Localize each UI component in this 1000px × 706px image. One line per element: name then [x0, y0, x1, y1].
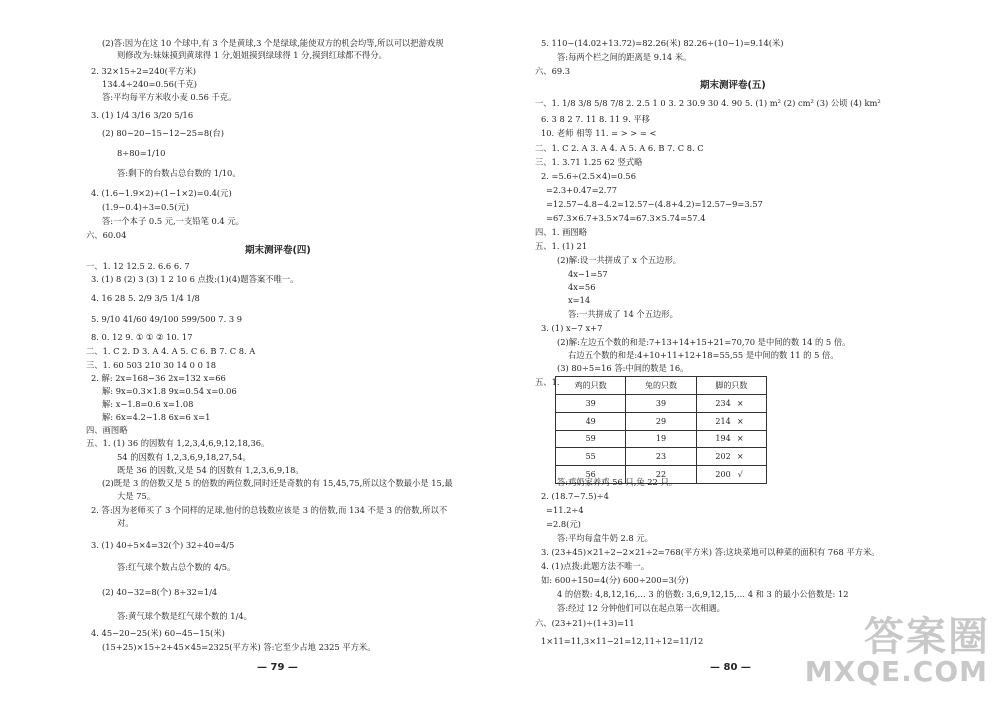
check-mark: ×: [736, 398, 744, 408]
table-row: [556, 448, 767, 466]
text-line: 解: 6x=4.2−1.8 6x=6 x=1: [102, 412, 211, 422]
table-cell: 39: [556, 395, 626, 413]
text-line: 5. 9/10 41/60 49/100 599/500 7. 3 9: [91, 314, 243, 324]
cell-value: 202: [715, 452, 731, 462]
text-line: 3. (1) 1/4 3/16 3/20 5/16: [91, 110, 194, 120]
text-line: 既是 36 的因数,又是 54 的因数有 1,2,3,6,9,18。: [117, 465, 304, 475]
text-line: 54 的因数有 1,2,3,6,9,18,27,54。: [117, 452, 251, 462]
text-line: 三、1. 3.71 1.25 62 竖式略: [535, 157, 643, 167]
table-cell: [696, 430, 766, 448]
text-line: 答:平均每盒牛奶 2.8 元。: [557, 533, 653, 543]
table-cell: [696, 412, 766, 430]
text-line: 一、1. 12 12.5 2. 6.6 6. 7: [86, 261, 190, 271]
text-line: 2. =5.6÷(2.5×4)=0.56: [541, 171, 636, 181]
column-header: 鸡的只数: [556, 377, 626, 395]
check-mark: √: [737, 470, 743, 480]
text-line: =2.3+0.47=2.77: [546, 185, 617, 195]
cell-value: 200: [715, 470, 731, 480]
text-line: =2.8(元): [546, 519, 581, 529]
text-line: 六、(23+21)÷(1+3)=11: [535, 618, 635, 628]
text-line: 答:经过 12 分钟他们可以在起点第一次相遇。: [557, 603, 725, 613]
text-line: x=14: [568, 295, 591, 305]
text-line: (15+25)×15÷2+45×45=2325(平方米) 答:它至少占地 2325 平方米。: [102, 642, 376, 652]
column-header: 脚的只数: [696, 377, 766, 395]
table-row: [556, 430, 767, 448]
text-line: 5. 110−(14.02+13.72)=82.26(米) 82.26÷(10−1)=9.14(米): [541, 38, 784, 48]
text-line: 答:一个本子 0.5 元,一支铅笔 0.4 元。: [102, 216, 244, 226]
text-line: 五、1. (1) 36 的因数有 1,2,3,4,6,9,12,18,36。: [86, 438, 270, 448]
text-line: =67.3×6.7+3.5×74=67.3×5.74=57.4: [546, 213, 706, 223]
text-line: 答:一共拼成了 14 个五边形。: [568, 309, 678, 319]
table-header-row: [556, 377, 767, 395]
text-line: 4. 16 28 5. 2/9 3/5 1/4 1/8: [91, 293, 200, 303]
text-line: 2. 32×15÷2=240(平方米): [91, 66, 197, 76]
text-line: 二、1. C 2. D 3. A 4. A 5. C 6. B 7. C 8. A: [86, 346, 256, 356]
text-line: 2. (18.7−7.5)÷4: [541, 491, 609, 501]
text-line: (2)既是 3 的倍数又是 5 的倍数的两位数,同时还是奇数的有 15,45,75,所以这个数最小是 15,最: [102, 478, 453, 488]
text-line: 答:剩下的台数占总台数的 1/10。: [117, 168, 241, 178]
text-line: 10. 老师 相等 11. = > > = <: [541, 128, 657, 138]
table-cell: 22: [626, 466, 696, 484]
text-line: (2) 40−32=8(个) 8÷32=1/4: [102, 587, 218, 597]
table-cell: 29: [626, 412, 696, 430]
text-line: 解: 9x=0.3×1.8 9x=0.54 x=0.06: [102, 386, 237, 396]
cell-value: 194: [715, 434, 731, 444]
table-cell: 59: [556, 430, 626, 448]
text-line: (2)解:左边五个数的和是:7+13+14+15+21=70,70 是中间的数 14 的 5 倍。: [557, 337, 851, 347]
text-line: 右边五个数的和是:4+10+11+12+18=55,55 是中间的数 11 的 5 倍。: [568, 350, 839, 360]
text-line: (2)答:因为在这 10 个球中,有 3 个是黄球,3 个是绿球,能使双方的机会均等,所以可以把游戏规: [102, 38, 444, 48]
text-line: (3) 80÷5=16 答:中间的数是 16。: [557, 363, 689, 373]
check-mark: ×: [736, 452, 744, 462]
text-line: 3. (1) x−7 x+7: [541, 323, 603, 333]
text-line: 3. (1) 40÷5×4=32(个) 32÷40=4/5: [91, 540, 235, 550]
page-number: — 79 —: [257, 662, 298, 673]
text-line: 4. (1.6−1.9×2)÷(1−1×2)=0.4(元): [91, 188, 232, 198]
text-line: 8÷80=1/10: [117, 148, 166, 158]
text-line: 二、1. C 2. A 3. A 4. A 5. A 6. B 7. C 8. C: [535, 143, 704, 153]
text-line: 4 的倍数: 4,8,12,16,… 3 的倍数: 3,6,9,12,15,… 4 和 3 的最小公倍数是: 12: [557, 589, 849, 599]
text-line: 4x=56: [568, 282, 596, 292]
cell-value: 234: [715, 398, 731, 408]
table-cell: [696, 395, 766, 413]
text-line: 答:平均每平方米收小麦 0.56 千克。: [102, 92, 237, 102]
table-cell: 55: [556, 448, 626, 466]
cell-value: 214: [715, 416, 731, 426]
text-line: 2. 解: 2x=168−36 2x=132 x=66: [91, 373, 226, 383]
table-cell: 56: [556, 466, 626, 484]
text-line: 四、画图略: [86, 425, 128, 435]
text-line: 如: 600÷150=4(分) 600÷200=3(分): [541, 575, 689, 585]
text-line: 1×11=11,3×11−21=12,11÷12=11/12: [541, 636, 704, 646]
table-row: [556, 412, 767, 430]
section-heading: 期末测评卷(四): [245, 245, 311, 256]
watermark-url: MXQE.COM: [804, 655, 988, 688]
table-row: [556, 395, 767, 413]
text-line: 134.4÷240=0.56(千克): [102, 79, 198, 89]
table-cell: 23: [626, 448, 696, 466]
text-line: 2. 答:因为老师买了 3 个同样的足球,他付的总钱数应该是 3 的倍数,而 134 不是 3 的倍数,所以不: [91, 505, 448, 515]
watermark-logo: 答案圈: [864, 614, 990, 660]
table-cell: 39: [626, 395, 696, 413]
text-line: 3. (23+45)×21÷2−2×21÷2=768(平方米) 答:这块菜地可以种菜的面积有 768 平方米。: [541, 547, 880, 557]
chicken-rabbit-table: [555, 376, 767, 484]
text-line: 六、69.3: [535, 66, 571, 76]
text-line: 6. 3 8 2 7. 11 8. 11 9. 平移: [541, 114, 650, 124]
table-cell: [696, 448, 766, 466]
text-line: 3. (1) 8 (2) 3 (3) 1 2 10 6 点拨:(1)(4)题答案不唯一。: [91, 274, 299, 284]
check-mark: ×: [736, 416, 744, 426]
table-cell: [696, 466, 766, 484]
text-line: 一、1. 1/8 3/8 5/8 7/8 2. 2.5 1 0 3. 2 30.9 30 4. 90 5. (1) m² (2) cm² (3) 公顷 (4) km²: [535, 98, 881, 108]
text-line: 大是 75。: [117, 491, 156, 501]
text-line: 答:鸡奶家养鸡 56 只,兔 22 只。: [557, 477, 678, 487]
page-number: — 80 —: [710, 662, 751, 673]
text-line: (2)解:设一共拼成了 x 个五边形。: [557, 255, 682, 265]
check-mark: ×: [736, 434, 744, 444]
table-cell: 49: [556, 412, 626, 430]
text-line: =11.2÷4: [546, 505, 584, 515]
text-line: 六、60.04: [86, 230, 127, 240]
column-header: 兔的只数: [626, 377, 696, 395]
text-line: 答:黄气球个数是红气球个数的 1/4。: [117, 611, 252, 621]
text-line: 四、1. 画图略: [535, 227, 588, 237]
text-line: (2) 80−20−15−12−25=8(台): [102, 128, 224, 138]
text-line: 8. 0. 12 9. ① ① ② 10. 17: [91, 332, 193, 342]
text-line: 4x−1=57: [568, 269, 608, 279]
text-line: 4. (1)点拨:此题方法不唯一。: [541, 561, 650, 571]
text-line: 对。: [117, 518, 134, 528]
table-cell: 19: [626, 430, 696, 448]
table-label: 五、1.: [535, 377, 560, 387]
text-line: (1.9−0.4)÷3=0.5(元): [102, 202, 189, 212]
text-line: =12.57−4.8−4.2=12.57−(4.8+4.2)=12.57−9=3.57: [546, 199, 763, 209]
section-heading: 期末测评卷(五): [700, 80, 766, 91]
text-line: 三、1. 60 503 210 30 14 0 0 18: [86, 360, 217, 370]
text-line: 答:每两个栏之间的距离是 9.14 米。: [557, 52, 692, 62]
text-line: 解: x−1.8=0.6 x=1.08: [102, 399, 194, 409]
text-line: 则修改为:妹妹摸到黄球得 1 分,姐姐摸到绿球得 1 分,摸到红球都不得分。: [117, 50, 387, 60]
text-line: 4. 45−20−25(米) 60−45−15(米): [91, 628, 225, 638]
text-line: 答:红气球个数占总个数的 4/5。: [117, 562, 236, 572]
text-line: 五、1. (1) 21: [535, 241, 588, 251]
